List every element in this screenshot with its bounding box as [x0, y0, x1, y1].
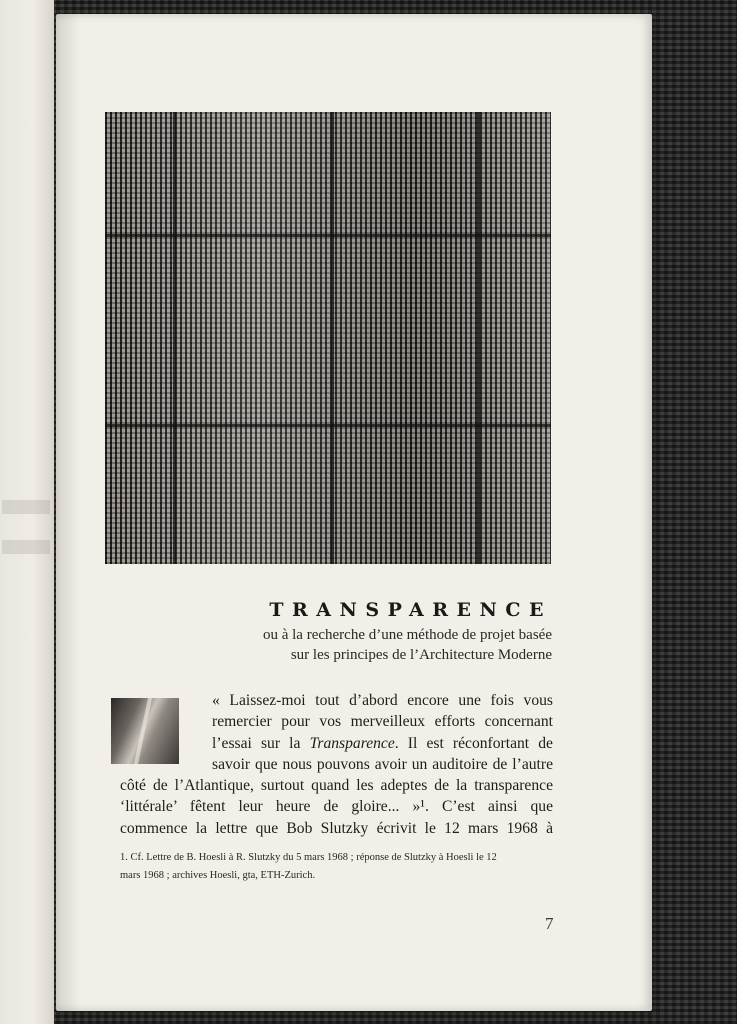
footnote-line: mars 1968 ; archives Hoesli, gta, ETH-Zurich.: [120, 870, 316, 881]
grid-facade-photo: [105, 112, 551, 564]
photo-panel-seam: [477, 112, 480, 564]
body-line: ‘littérale’ fêtent leur heure de gloire... »¹. C’est ainsi que: [120, 798, 553, 816]
photo-panel-seam: [105, 424, 551, 427]
spine-shadow: [56, 14, 80, 1011]
photo-shading: [105, 112, 551, 564]
article-subtitle: [152, 625, 552, 665]
subtitle-line: ou à la recherche d’une méthode de projet basée: [262, 627, 552, 643]
left-page-ghost-text: [2, 500, 50, 514]
body-line: savoir que nous pouvons avoir un auditoire de l’autre: [212, 755, 553, 773]
book-page: [56, 14, 652, 1011]
article-title: TRANSPARENCE: [269, 599, 552, 621]
body-text-span: l’essai sur la: [212, 734, 310, 752]
body-line: remercier pour vos merveilleux efforts concernant: [212, 713, 553, 731]
body-line: commence la lettre que Bob Slutzky écrivit le 12 mars 1968 à: [120, 819, 553, 837]
footnote-line: 1. Cf. Lettre de B. Hoesli à R. Slutzky du 5 mars 1968 ; réponse de Slutzky à Hoesli le 12: [120, 852, 497, 863]
left-page-edge: [0, 0, 54, 1024]
body-text-span: . Il est réconfortant de: [394, 734, 553, 752]
body-emphasis: Transparence: [309, 734, 395, 752]
subtitle-line: sur les principes de l’Architecture Moderne: [290, 647, 552, 663]
footnote: [120, 849, 553, 885]
body-paragraph: [120, 690, 553, 839]
photo-panel-seam: [331, 112, 334, 564]
photo-panel-seam: [173, 112, 176, 564]
body-line: côté de l’Atlantique, surtout quand les adeptes de la transparence: [120, 777, 553, 795]
body-line: [120, 733, 553, 754]
photo-panel-seam: [105, 234, 551, 237]
page-number: 7: [545, 914, 554, 933]
left-page-ghost-text: [2, 540, 50, 554]
body-line: « Laissez-moi tout d’abord encore une fois vous: [212, 692, 553, 709]
